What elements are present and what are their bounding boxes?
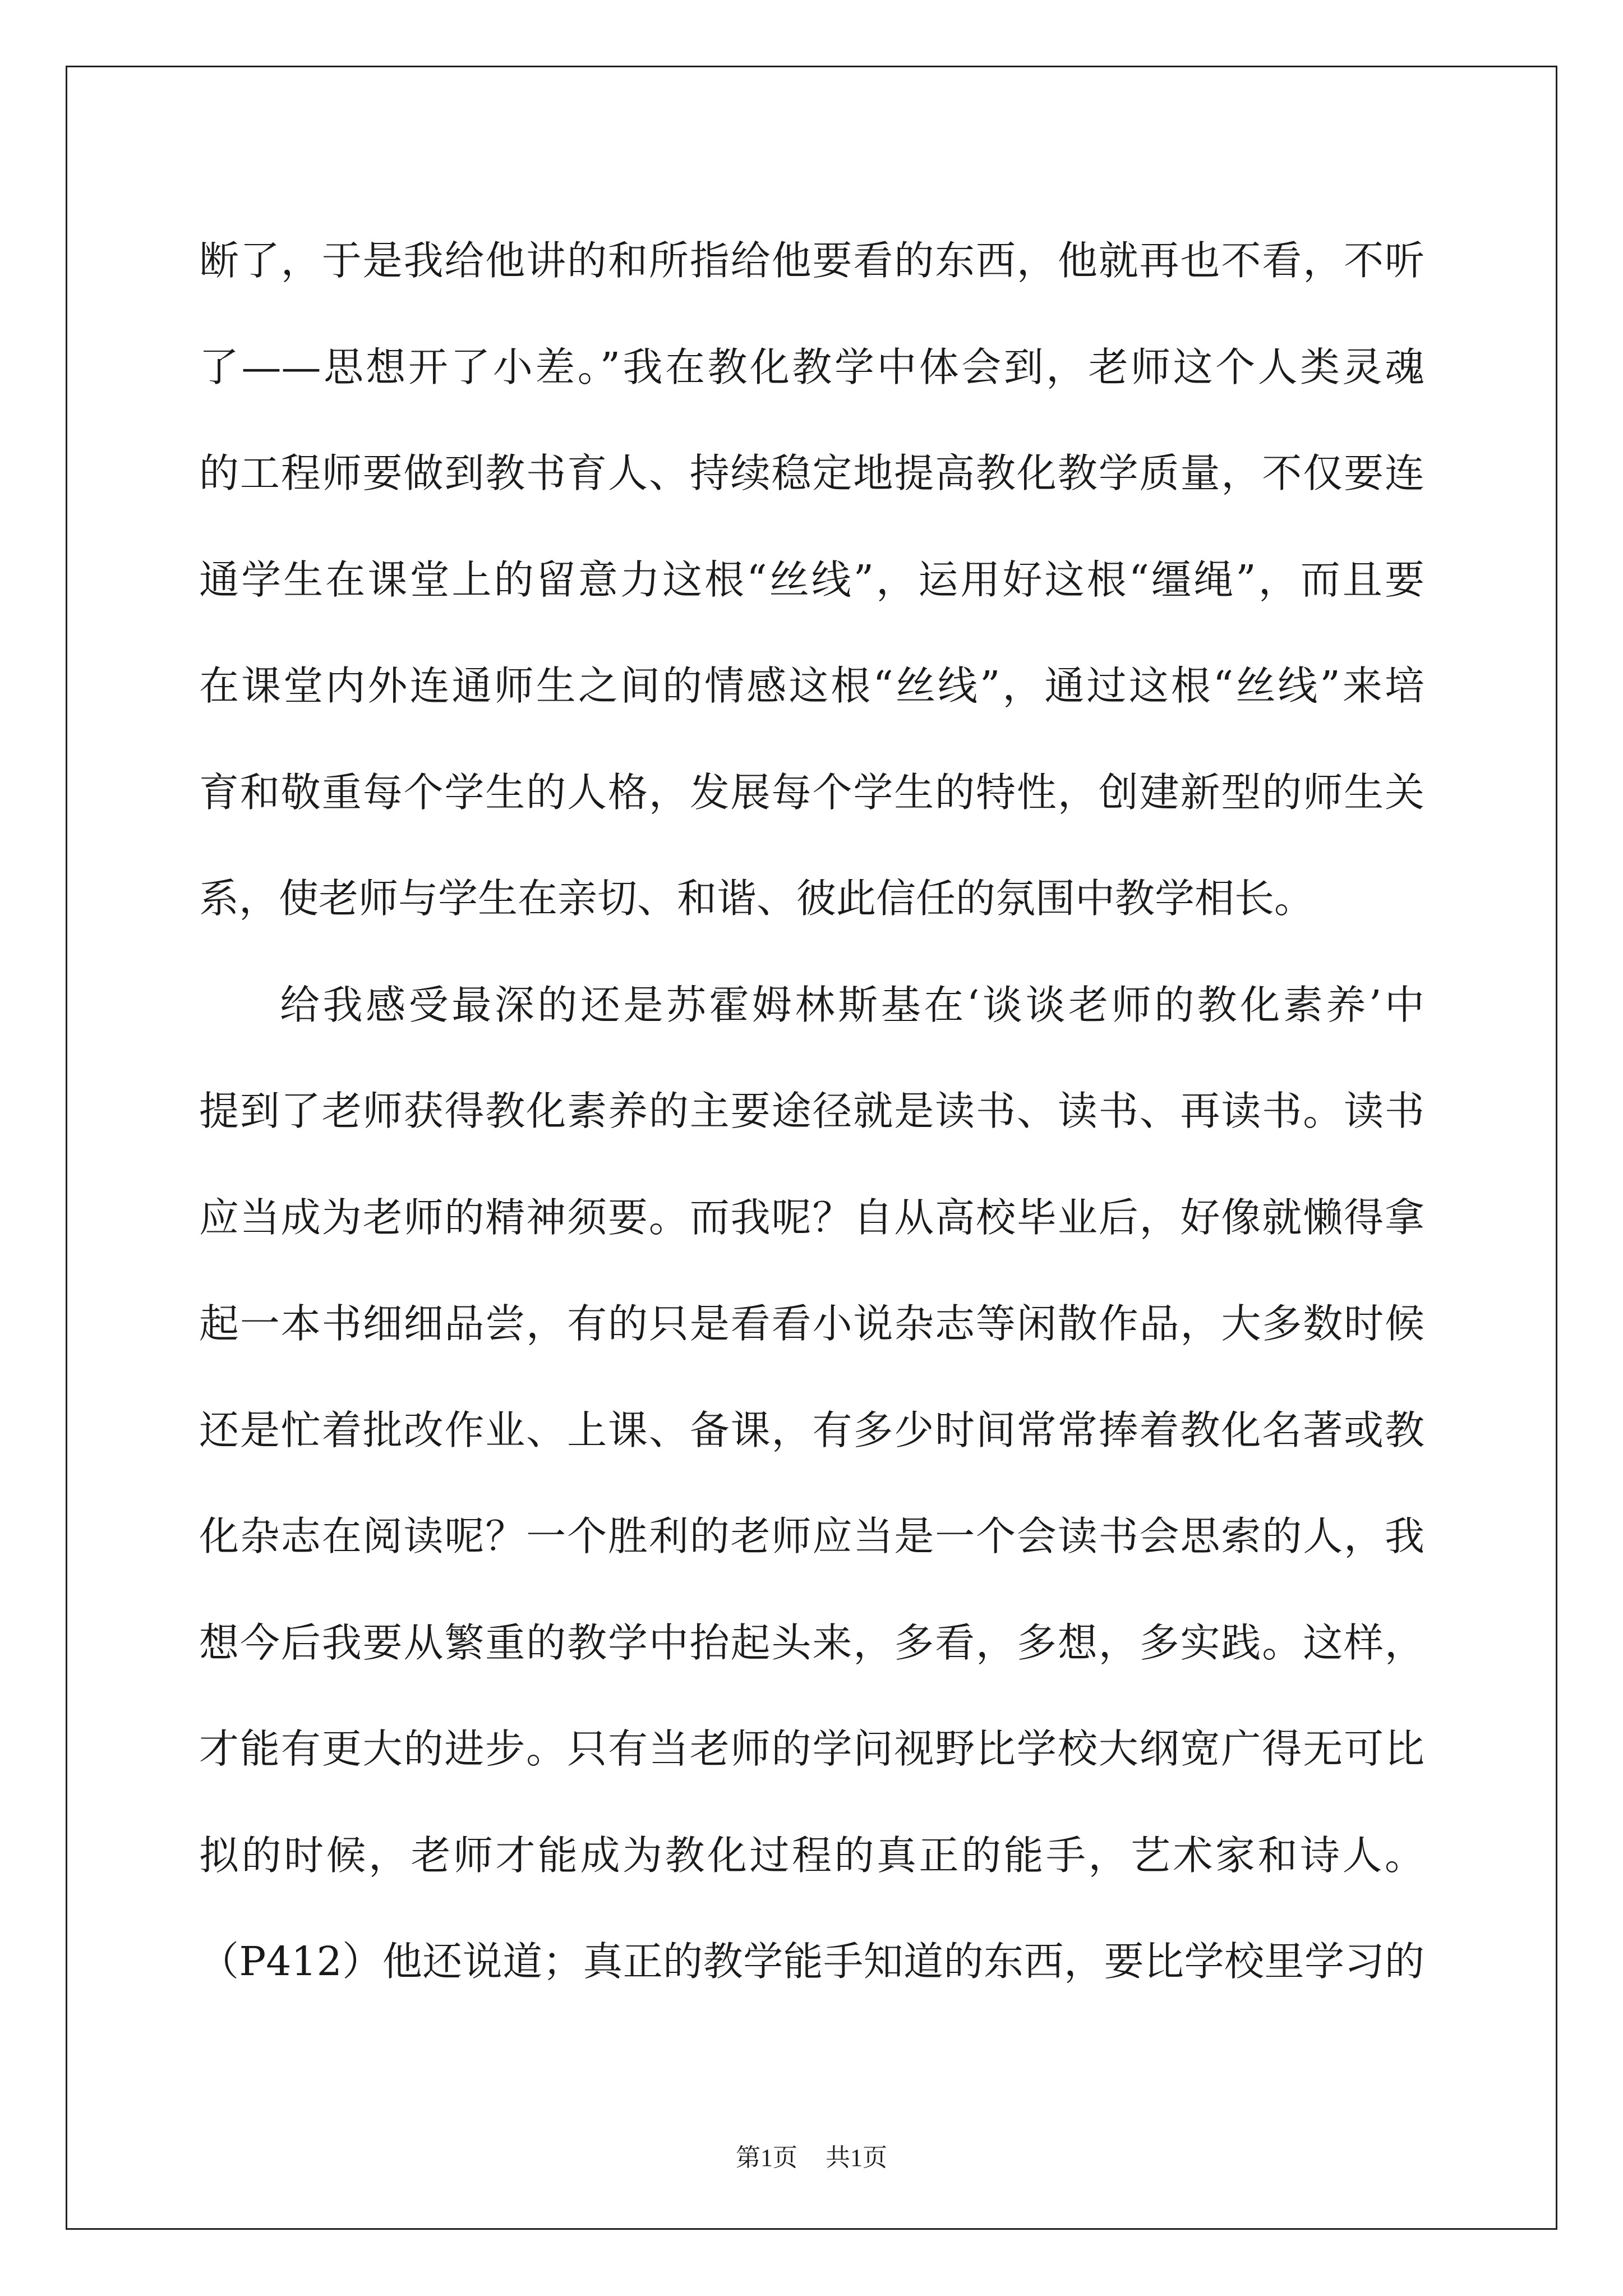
paragraph-1-line-2: 了——思想开了小差。”我在教化教学中体会到，老师这个人类灵魂 <box>199 343 1424 390</box>
paragraph-1-line-1: 断了，于是我给他讲的和所指给他要看的东西，他就再也不看，不听 <box>199 237 1424 284</box>
paragraph-2-line-1: 给我感受最深的还是苏霍姆林斯基在‘谈谈老师的教化素养’中 <box>280 981 1424 1028</box>
body-text <box>199 208 1424 2015</box>
page-footer <box>0 2137 1623 2173</box>
page-number-total: 共1页 <box>826 2144 887 2171</box>
paragraph-2-line-5: 还是忙着批改作业、上课、备课，有多少时间常常捧着教化名著或教 <box>199 1406 1424 1453</box>
paragraph-2-line-2: 提到了老师获得教化素养的主要途径就是读书、读书、再读书。读书 <box>199 1088 1424 1134</box>
paragraph-1-line-6: 育和敬重每个学生的人格，发展每个学生的特性，创建新型的师生关 <box>199 769 1424 816</box>
paragraph-1-line-4: 通学生在课堂上的留意力这根“丝线”，运用好这根“缰绳”，而且要 <box>199 556 1424 603</box>
paragraph-2-line-6: 化杂志在阅读呢？一个胜利的老师应当是一个会读书会思索的人，我 <box>199 1513 1424 1559</box>
paragraph-2-line-8: 才能有更大的进步。只有当老师的学问视野比学校大纲宽广得无可比 <box>199 1726 1424 1772</box>
paragraph-2-line-9: 拟的时候，老师才能成为教化过程的真正的能手，艺术家和诗人。 <box>199 1832 1424 1879</box>
page-number-current: 第1页 <box>736 2144 797 2171</box>
paragraph-1-line-5: 在课堂内外连通师生之间的情感这根“丝线”，通过这根“丝线”来培 <box>199 662 1424 709</box>
paragraph-2-line-10: （P412）他还说道；真正的教学能手知道的东西，要比学校里学习的 <box>199 1938 1424 1985</box>
paragraph-2-line-3: 应当成为老师的精神须要。而我呢？自从高校毕业后，好像就懒得拿 <box>199 1194 1424 1241</box>
paragraph-1-line-7: 系，使老师与学生在亲切、和谐、彼此信任的氛围中教学相长。 <box>199 875 1315 922</box>
paragraph-2-line-4: 起一本书细细品尝，有的只是看看小说杂志等闲散作品，大多数时候 <box>199 1300 1424 1347</box>
paragraph-1-line-3: 的工程师要做到教书育人、持续稳定地提高教化教学质量，不仅要连 <box>199 450 1424 496</box>
paragraph-2-line-7: 想今后我要从繁重的教学中抬起头来，多看，多想，多实践。这样， <box>199 1619 1424 1666</box>
